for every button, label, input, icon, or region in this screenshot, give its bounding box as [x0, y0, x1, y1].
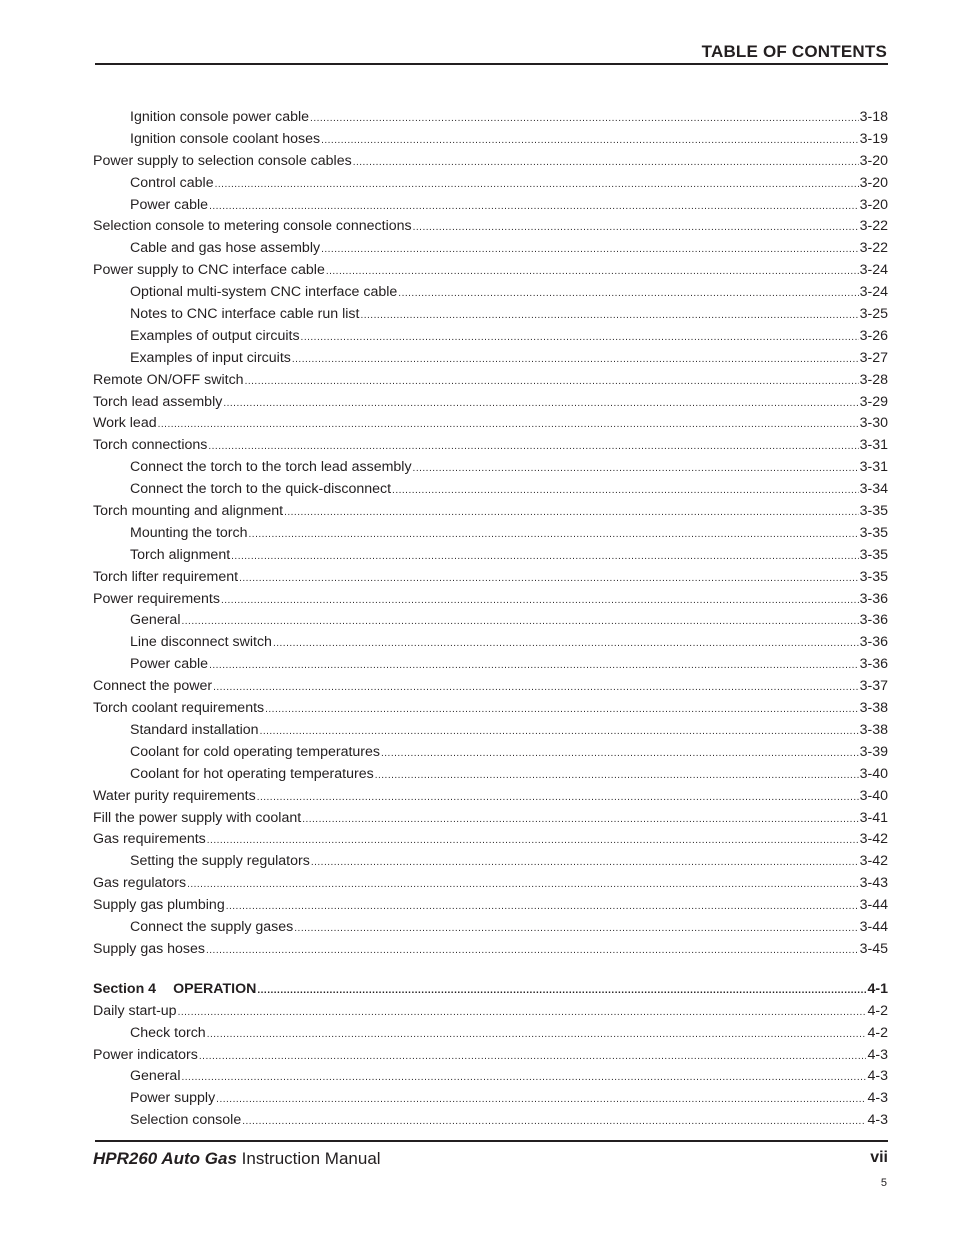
toc-entry — [93, 370, 888, 392]
toc-dot-leader — [215, 174, 859, 196]
toc-entry — [93, 151, 888, 173]
toc-entry-title: Power requirements — [93, 590, 220, 607]
toc-dot-leader — [249, 524, 859, 546]
toc-dot-leader — [187, 874, 859, 896]
toc-entry-title: Mounting the torch — [130, 524, 248, 541]
toc-entry-title: Supply gas plumbing — [93, 897, 225, 914]
toc-entry-title: Fill the power supply with coolant — [93, 809, 302, 826]
toc-entry — [93, 304, 888, 326]
footer-rule — [95, 1140, 888, 1142]
toc-entry-title: OPERATION — [173, 980, 257, 997]
toc-entry-page: 4-2 — [867, 1024, 888, 1041]
toc-entry-page: 3-44 — [859, 918, 888, 935]
sheet-number: 5 — [880, 1177, 887, 1189]
toc-entry-title: Connect the power — [93, 678, 213, 695]
toc-entry-page: 3-18 — [859, 109, 888, 125]
toc-dot-leader — [181, 1067, 866, 1089]
toc-entry-title: Power supply — [130, 1090, 216, 1107]
toc-entry-page: 3-39 — [859, 743, 888, 760]
toc-dot-leader — [208, 436, 858, 458]
toc-entry-title: Connect the supply gases — [130, 918, 294, 935]
toc-entry — [93, 698, 888, 720]
toc-dot-leader — [273, 633, 859, 655]
page-header-title: TABLE OF CONTENTS — [701, 42, 887, 61]
toc-dot-leader — [242, 1111, 866, 1133]
toc-entry — [93, 195, 888, 217]
toc-dot-leader — [398, 283, 858, 305]
toc-entry-page: 3-31 — [859, 437, 888, 454]
toc-entry-page: 3-40 — [859, 765, 888, 782]
toc-entry-title: General — [130, 612, 181, 629]
toc-entry-page: 3-28 — [859, 371, 888, 388]
toc-entry-title: Supply gas hoses — [93, 940, 205, 957]
toc-entry-page: 3-37 — [859, 678, 888, 695]
toc-entry-title: Power cable — [130, 196, 209, 213]
toc-entry-title: Gas regulators — [93, 875, 187, 892]
toc-entry-title: Selection console to metering console connections — [93, 218, 412, 235]
toc-entry-page: 3-42 — [859, 853, 888, 870]
toc-entry — [93, 523, 888, 545]
toc-entry-title: Gas requirements — [93, 831, 206, 848]
toc-entry — [93, 348, 888, 370]
toc-entry-page: 4-3 — [867, 1046, 888, 1063]
toc-dot-leader — [257, 980, 866, 1002]
toc-section-entry — [93, 979, 888, 1001]
toc-entry — [93, 676, 888, 698]
toc-entry — [93, 1088, 888, 1110]
toc-entry — [93, 238, 888, 260]
toc-dot-leader — [245, 371, 859, 393]
toc-dot-leader — [294, 918, 858, 940]
toc-entry-page: 3-29 — [859, 393, 888, 410]
toc-entry-page: 3-40 — [859, 787, 888, 804]
toc-entry-title: Water purity requirements — [93, 787, 256, 804]
toc-dot-leader — [239, 568, 859, 590]
toc-entry-page: 3-35 — [859, 503, 888, 520]
toc-entry — [93, 260, 888, 282]
toc-entry-title: Power indicators — [93, 1046, 198, 1063]
toc-entry-page: 3-24 — [859, 262, 888, 279]
toc-dot-leader — [207, 830, 859, 852]
toc-entry — [93, 173, 888, 195]
toc-dot-leader — [321, 239, 859, 261]
toc-dot-leader — [231, 546, 858, 568]
toc-entry-page: 3-36 — [859, 656, 888, 673]
toc-entry-page: 3-35 — [859, 546, 888, 563]
toc-entry-title: Coolant for cold operating temperatures — [130, 743, 380, 760]
toc-entry-title: Torch coolant requirements — [93, 700, 265, 717]
toc-entry-page: 4-1 — [867, 980, 888, 997]
toc-entry-page: 3-19 — [859, 130, 888, 147]
toc-entry — [93, 808, 888, 830]
toc-entry — [93, 1023, 888, 1045]
toc-entry-title: Coolant for hot operating temperatures — [130, 765, 374, 782]
toc-dot-leader — [260, 721, 859, 743]
toc-entry-page: 3-27 — [859, 349, 888, 366]
toc-dot-leader — [302, 809, 858, 831]
toc-entry — [93, 501, 888, 523]
toc-entry-title: Selection console — [130, 1112, 242, 1129]
toc-dot-leader — [353, 152, 859, 174]
toc-entry — [93, 282, 888, 304]
toc-entry-title: Power supply to selection console cables — [93, 152, 352, 169]
toc-dot-leader — [207, 1024, 867, 1046]
toc-entry-title: Torch lead assembly — [93, 393, 223, 410]
toc-entry-page: 3-20 — [859, 174, 888, 191]
toc-entry-title: Torch lifter requirement — [93, 568, 239, 585]
toc-entry-page: 3-44 — [859, 897, 888, 914]
toc-entry-title: Control cable — [130, 174, 214, 191]
toc-entry — [93, 654, 888, 676]
toc-entry — [93, 873, 888, 895]
toc-entry — [93, 107, 888, 129]
toc-dot-leader — [216, 1089, 866, 1111]
toc-entry — [93, 829, 888, 851]
toc-entry — [93, 1001, 888, 1023]
toc-dot-leader — [375, 765, 859, 787]
footer-product-name: HPR260 Auto Gas — [93, 1149, 237, 1168]
toc-entry-page: 3-22 — [859, 240, 888, 257]
toc-entry — [93, 610, 888, 632]
toc-entry-page: 3-34 — [859, 481, 888, 498]
toc-entry-title: Check torch — [130, 1024, 206, 1041]
toc-entry-page: 3-20 — [859, 152, 888, 169]
toc-entry-page: 3-35 — [859, 524, 888, 541]
toc-entry — [93, 851, 888, 873]
toc-dot-leader — [209, 655, 859, 677]
toc-dot-leader — [413, 217, 859, 239]
toc-entry-title: Power cable — [130, 656, 209, 673]
footer-manual-label: Instruction Manual — [241, 1149, 381, 1168]
toc-entry-title: Ignition console coolant hoses — [130, 130, 321, 147]
toc-dot-leader — [206, 940, 859, 962]
toc-dot-leader — [413, 458, 859, 480]
toc-entry-page: 3-22 — [859, 218, 888, 235]
toc-entry-page: 3-43 — [859, 875, 888, 892]
toc-entry — [93, 632, 888, 654]
toc-dot-leader — [284, 502, 859, 524]
toc-entry — [93, 1045, 888, 1067]
toc-entry — [93, 589, 888, 611]
toc-entry-title: Examples of output circuits — [130, 327, 300, 344]
toc-entry-title: Torch mounting and alignment — [93, 503, 284, 520]
toc-entry-title: Work lead — [93, 415, 157, 432]
toc-entry-page: 3-24 — [859, 284, 888, 301]
toc-dot-leader — [301, 327, 859, 349]
toc-entry-page: 3-36 — [859, 590, 888, 607]
toc-dot-leader — [321, 130, 859, 152]
toc-dot-leader — [392, 480, 859, 502]
toc-entry-page: 4-3 — [867, 1068, 888, 1085]
toc-dot-leader — [213, 677, 859, 699]
toc-entry-page: 3-41 — [859, 809, 888, 826]
toc-entry-title: Power supply to CNC interface cable — [93, 262, 325, 279]
toc-entry-title: Optional multi-system CNC interface cable — [130, 284, 398, 301]
toc-entry-title: Line disconnect switch — [130, 634, 272, 651]
toc-entry-title: Daily start-up — [93, 1002, 177, 1019]
toc-entry — [93, 895, 888, 917]
toc-entry-title: Connect the torch to the quick-disconnect — [130, 481, 392, 498]
toc-dot-leader — [326, 261, 859, 283]
toc-entry-title: General — [130, 1068, 181, 1085]
toc-entry — [93, 216, 888, 238]
toc-entry-title: Torch connections — [93, 437, 208, 454]
toc-dot-leader — [223, 393, 858, 415]
toc-entry-title: Torch alignment — [130, 546, 231, 563]
header-rule — [95, 63, 888, 65]
toc-entry-page: 3-45 — [859, 940, 888, 957]
toc-dot-leader — [221, 590, 859, 612]
toc-entry — [93, 326, 888, 348]
toc-dot-leader — [360, 305, 858, 327]
toc-entry-title: Ignition console power cable — [130, 109, 310, 125]
toc-entry-page: 3-31 — [859, 459, 888, 476]
toc-entry-title: Standard installation — [130, 721, 259, 738]
toc-entry-page: 3-36 — [859, 612, 888, 629]
toc-dot-leader — [381, 743, 859, 765]
toc-dot-leader — [265, 699, 858, 721]
toc-entry — [93, 392, 888, 414]
toc-entry-page: 3-30 — [859, 415, 888, 432]
toc-entry — [93, 479, 888, 501]
toc-entry — [93, 1110, 888, 1132]
toc-dot-leader — [310, 108, 859, 130]
toc-dot-leader — [181, 611, 858, 633]
toc-entry — [93, 786, 888, 808]
toc-entry — [93, 764, 888, 786]
toc-entry — [93, 545, 888, 567]
toc-dot-leader — [178, 1002, 867, 1024]
toc-entry-page: 4-3 — [867, 1090, 888, 1107]
toc-entry-page: 3-38 — [859, 721, 888, 738]
toc-entry-title: Notes to CNC interface cable run list — [130, 306, 360, 323]
toc-entry-page: 3-42 — [859, 831, 888, 848]
toc-dot-leader — [292, 349, 859, 371]
toc-dot-leader — [226, 896, 859, 918]
toc-dot-leader — [257, 787, 859, 809]
footer-page-number: vii — [870, 1149, 888, 1166]
toc-entry — [93, 742, 888, 764]
toc-entry-title: Remote ON/OFF switch — [93, 371, 244, 388]
toc-section-label: Section 4 — [93, 980, 157, 997]
toc-entry-page: 3-38 — [859, 700, 888, 717]
toc-entry-title: Cable and gas hose assembly — [130, 240, 321, 257]
toc-entry-page: 4-3 — [867, 1112, 888, 1129]
toc-entry-page: 3-26 — [859, 327, 888, 344]
toc-dot-leader — [158, 414, 859, 436]
toc-entry — [93, 939, 888, 961]
toc-entry-title: Examples of input circuits — [130, 349, 291, 366]
toc-entry-page: 3-25 — [859, 306, 888, 323]
toc-entry — [93, 917, 888, 939]
toc-entry — [93, 457, 888, 479]
toc-dot-leader — [311, 852, 859, 874]
toc-entry-page: 4-2 — [867, 1002, 888, 1019]
toc-entry-title: Setting the supply regulators — [130, 853, 310, 870]
toc-entry-page: 3-35 — [859, 568, 888, 585]
toc-entry — [93, 413, 888, 435]
toc-entry — [93, 720, 888, 742]
toc-entry-page: 3-36 — [859, 634, 888, 651]
page-footer — [93, 1149, 888, 1169]
toc-entry — [93, 129, 888, 151]
toc-entry — [93, 1066, 888, 1088]
toc-entry-page: 3-20 — [859, 196, 888, 213]
toc-entry — [93, 435, 888, 457]
toc-entry — [93, 567, 888, 589]
toc-dot-leader — [209, 196, 859, 218]
table-of-contents — [93, 107, 888, 1132]
toc-entry-title: Connect the torch to the torch lead assembly — [130, 459, 412, 476]
toc-dot-leader — [199, 1046, 867, 1068]
